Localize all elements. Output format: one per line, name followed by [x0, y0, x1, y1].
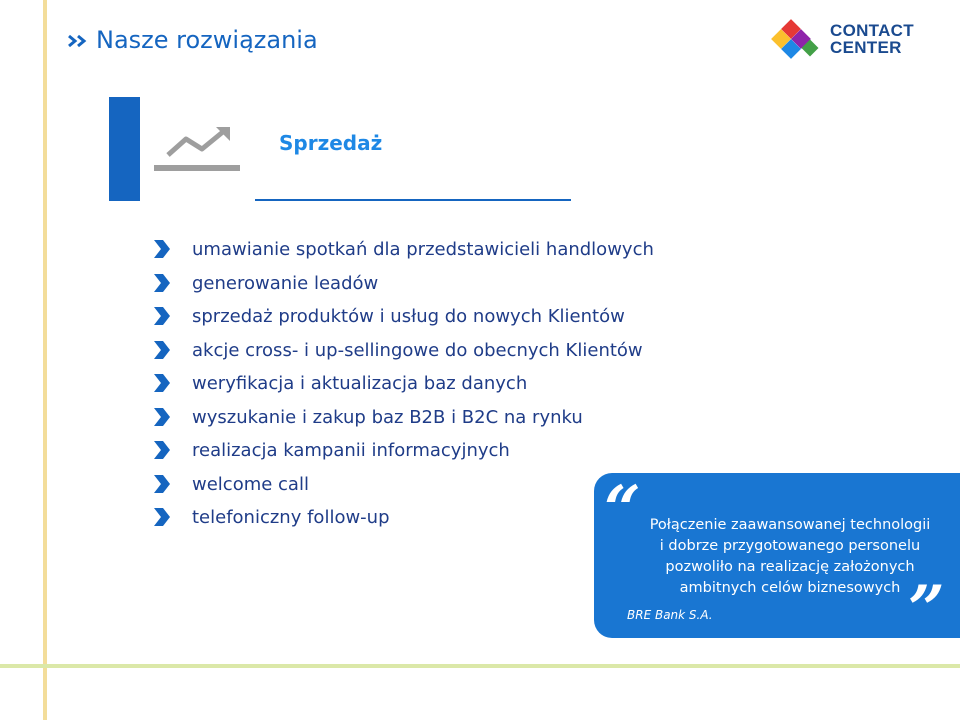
list-item — [154, 233, 654, 267]
list-item — [154, 468, 654, 502]
testimonial-line: pozwoliło na realizację założonych — [665, 559, 915, 575]
chevron-right-icon — [154, 374, 170, 392]
quote-close-mark: ” — [908, 572, 945, 647]
testimonial-text — [630, 515, 950, 599]
list-item-text: telefoniczny follow-up — [192, 507, 390, 528]
list-item-text: wyszukanie i zakup baz B2B i B2C na rynku — [192, 406, 583, 428]
chevron-right-icon — [154, 341, 170, 359]
frame-horizontal-line — [0, 664, 960, 668]
chevron-right-icon — [154, 307, 170, 325]
chevron-right-icon — [154, 274, 170, 292]
testimonial-author: BRE Bank S.A. — [627, 608, 713, 622]
quote-open-mark: “ — [604, 472, 641, 547]
list-item-text: sprzedaż produktów i usług do nowych Klientów — [192, 306, 625, 327]
list-item-text: realizacja kampanii informacyjnych — [192, 440, 510, 461]
chevron-right-icon — [154, 508, 170, 526]
list-item — [154, 401, 654, 435]
list-item-text: umawianie spotkań dla przedstawicieli handlowych — [192, 239, 654, 260]
list-item-text: generowanie leadów — [192, 272, 379, 294]
list-item — [154, 300, 654, 334]
list-item-text: akcje cross- i up-sellingowe do obecnych Klientów — [192, 339, 643, 361]
frame-vertical-line — [43, 0, 47, 720]
list-item — [154, 501, 654, 535]
list-item — [154, 434, 654, 468]
list-item-text: weryfikacja i aktualizacja baz danych — [192, 373, 528, 394]
chevron-right-icon — [154, 441, 170, 459]
list-item — [154, 367, 654, 401]
testimonial-line: i dobrze przygotowanego personelu — [659, 538, 921, 554]
services-list — [154, 233, 654, 535]
chevron-right-icon — [154, 240, 170, 258]
double-chevron-right-icon — [67, 33, 89, 49]
section-title: Sprzedaż — [279, 131, 383, 155]
logo-line-1: CONTACT — [830, 21, 914, 40]
testimonial-line: ambitnych celów biznesowych — [679, 580, 901, 596]
section-underline — [255, 199, 571, 201]
trend-up-icon — [152, 125, 242, 173]
list-item — [154, 267, 654, 301]
testimonial-line: Połączenie zaawansowanej technologii — [649, 517, 931, 533]
section-accent-bar — [109, 97, 140, 201]
chevron-right-icon — [154, 408, 170, 426]
page-title: Nasze rozwiązania — [96, 26, 318, 54]
list-item-text: welcome call — [192, 473, 309, 495]
chevron-right-icon — [154, 475, 170, 493]
logo-line-2: CENTER — [830, 38, 902, 57]
list-item — [154, 334, 654, 368]
logo-text — [830, 22, 914, 56]
